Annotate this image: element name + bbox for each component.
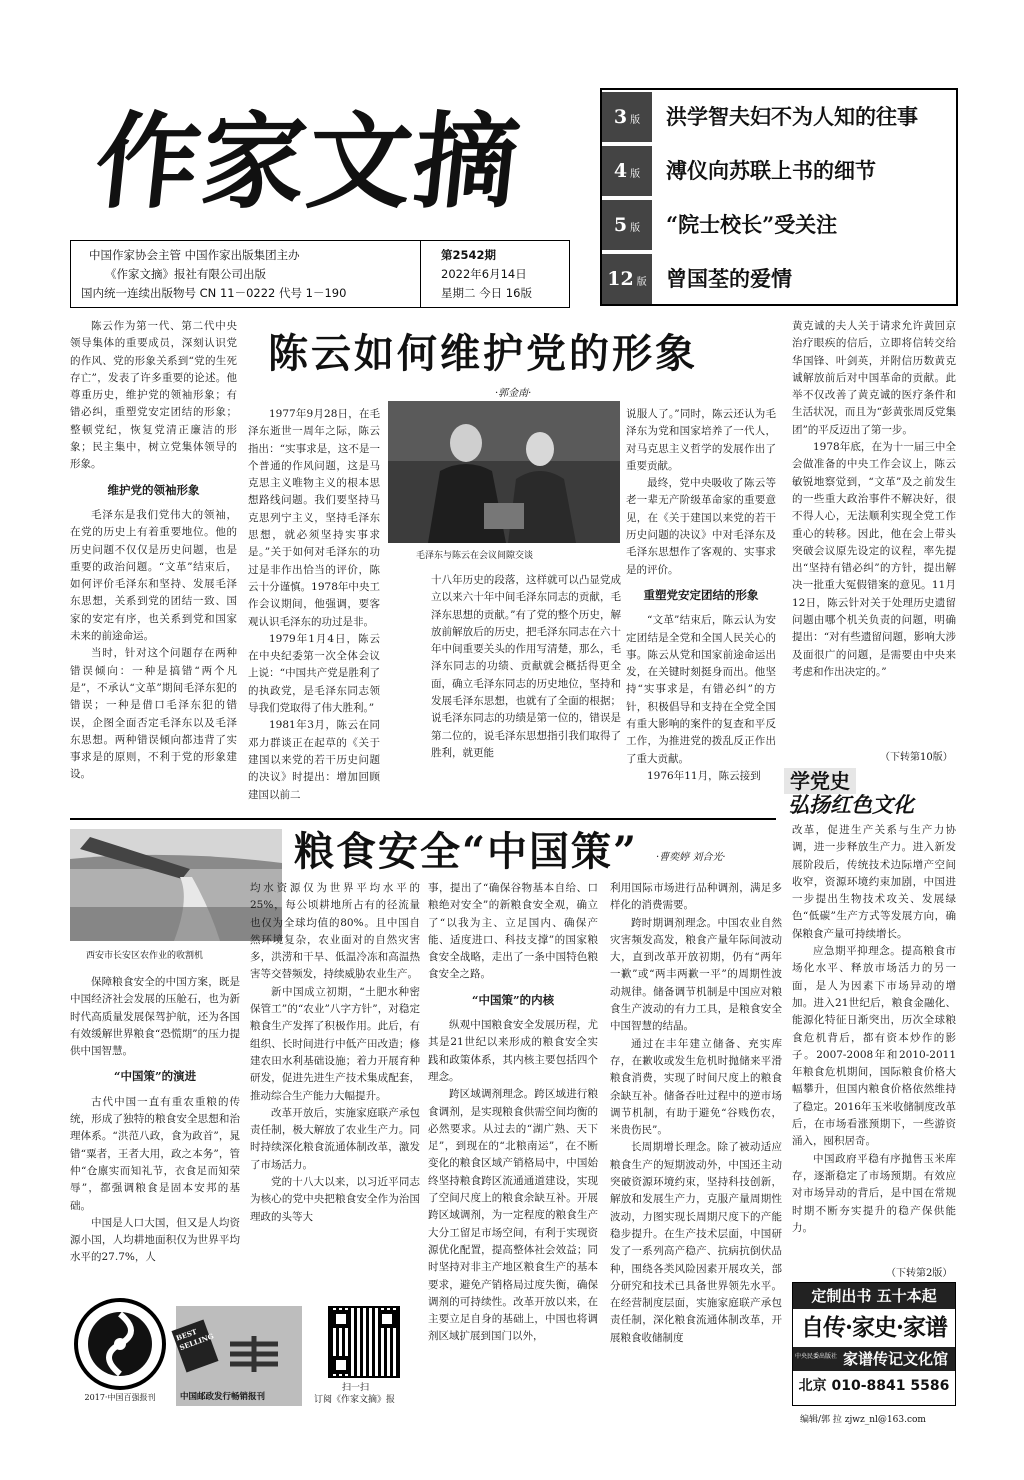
photo2-caption: 西安市长安区农作业的收割机	[86, 951, 204, 961]
masthead-title: 作家文摘	[89, 100, 527, 223]
issue-weekday: 星期二 今日 16版	[441, 286, 532, 300]
issue-number: 第2542期	[441, 248, 497, 262]
ad-line-2: 自传·家史·家谱	[800, 1314, 947, 1341]
paragraph: 说服人了。”同时，陈云还认为毛泽东为党和国家培养了一代人，对马克思主义哲学的发展作出了重要贡献。	[626, 408, 776, 472]
top100-logo	[72, 1296, 168, 1406]
paragraph: 跨区域调剂理念。跨区域进行粮食调剂，是实现粮食供需空间均衡的必然要求。从过去的“湖广熟、天下足”，到现在的“北粮南运”，在不断变化的粮食区域产销格局中，中国始终坚持粮食跨区流通通道建设，实现了空间尺度上的粮食余缺互补。开展跨区域调剂，为一定程度的粮食生产大分工留足市场空间，有利于实现资源优化配置，提高整体社会效益；同时坚持对非主产地区粮食生产的基本要求，避免产销格局过度失衡，确保调剂的可持续性。改革开放以来，在主要立足自身的基础上，中国也将调剂区域扩展到国门以外，	[428, 1088, 598, 1343]
article2-column-3	[428, 880, 598, 1406]
toc-title: 曾国荃的爱情	[666, 266, 792, 291]
article1-author: ·郭金南·	[495, 388, 532, 399]
mao-chenyun-photo	[388, 401, 620, 543]
paragraph: 1977年9月28日，在毛泽东逝世一周年之际，陈云指出：“实事求是，这不是一个普通的作风问题，这是马克思主义唯物主义的根本思想路线问题。我们要坚持马克思列宁主义，坚持毛泽东思想，就必须坚持实事求是。”关于如何对毛泽东的功过是非作出恰当的评价，陈云十分谨慎。1978年中央工作会议期间，他强调，要客观认识毛泽东的功过是非。	[248, 408, 380, 628]
article2-author: ·曹奕婷 刘合光·	[656, 852, 726, 863]
article1-column-2	[248, 406, 380, 804]
paragraph: 保障粮食安全的中国方案，既是中国经济社会发展的压舱石，也为新时代高质量发展保驾护航，还为各国有效缓解世界粮食“恐慌期”的压力提供中国智慧。	[70, 976, 240, 1058]
article2-continue[interactable]: （下转第2版）	[886, 1268, 953, 1279]
slogan-box	[778, 768, 958, 818]
toc-title: “院士校长”受关注	[666, 212, 838, 237]
toc-page: 3	[613, 106, 628, 128]
toc-item[interactable]: 12 版 曾国荃的爱情	[602, 252, 956, 306]
paragraph: 新中国成立初期，“土肥水种密保管工”的“农业”八字方针”，对稳定粮食生产发挥了积极作用。此后，有组织、长时间进行中低产田改造；修建农田水利基础设施；着力开展育种研发，促进先进生产技术集成配套，推动综合生产能力大幅提升。	[250, 985, 420, 1102]
article1-continue[interactable]: （下转第10版）	[880, 752, 953, 763]
photo-illustration	[388, 401, 620, 543]
issue-date: 2022年6月14日	[441, 267, 527, 281]
toc-item[interactable]: 5 版 “院士校长”受关注	[602, 198, 956, 252]
paragraph: 1979年1月4日，陈云在中央纪委第一次全体会议上说：“中国共产党是胜利了的执政党，是毛泽东同志领导我们党取得了伟大胜利。”	[248, 632, 380, 715]
post-badge	[176, 1306, 302, 1406]
publisher-info	[71, 241, 421, 307]
section-divider	[70, 818, 776, 820]
article1-column-1	[70, 318, 237, 804]
logo-text: 2017·中国百强报刊	[84, 1393, 156, 1402]
paragraph: 纵观中国粮食安全发展历程，尤其是21世纪以来形成的粮食安全实践和政策体系，其内核主要包括四个理念。	[428, 1019, 598, 1083]
slogan-line-2: 弘扬红色文化	[788, 792, 914, 817]
qr-code[interactable]	[328, 1306, 400, 1378]
article2-column-5	[792, 822, 956, 1262]
section-heading: “中国策”的内核	[471, 992, 555, 1007]
paragraph: 1981年3月，陈云在同邓力群谈正在起草的《关于建国以来党的若干历史问题的决议》时提出：增加回顾建国以前二	[248, 719, 380, 801]
paragraph: 古代中国一直有重农重粮的传统，形成了独特的粮食安全思想和治理体系。“洪范八政，食为政首”，晁错“粟者，王者大用，政之本务”，管仲“仓廪实而知礼节，衣食足而知荣辱”，都强调粮食是固本安邦的基础。	[70, 1095, 240, 1212]
paragraph: 应急期平抑理念。提高粮食市场化水平、释放市场活力的另一面，是人为因素下市场异动的增加。进入21世纪后，粮食金融化、能源化特征日渐突出，历次全球粮食危机背后，都有资本炒作的影子。2007-2008年和2010-2011年粮食危机期间，国际粮食价格大幅攀升，但国内粮食价格依然维持了稳定。2016年玉米收储制度改革后，在市场看涨预期下，一些游资涌入，囤积居奇。	[792, 945, 956, 1148]
paragraph: 改革，促进生产关系与生产力协调，进一步释放生产力。进入新发展阶段后，传统技术边际增产空间收窄，资源环境约束加剧，中国进一步提出生物技术攻关、发展绿色“低碳”生产方式等发展方向，确保粮食产量可持续增长。	[792, 824, 956, 940]
toc-item[interactable]: 3 版 洪学智夫妇不为人知的往事	[602, 90, 956, 144]
publication-info-box	[70, 240, 570, 308]
ad-line-3: 中央民委出版社	[795, 1353, 838, 1360]
publisher-line-1: 中国作家协会主管 中国作家出版集团主办	[89, 248, 300, 262]
paragraph: 改革开放后，实施家庭联产承包责任制，极大解放了农业生产力。同时持续深化粮食流通体制改革，激发了市场活力。	[250, 1106, 420, 1171]
paragraph: 1976年11月，陈云接到	[647, 769, 761, 782]
paragraph: 十八年历史的段落，这样就可以凸显党成立以来六十年中间毛泽东同志的贡献，毛泽东思想的贡献。”有了党的整个历史，解放前解放后的历史，把毛泽东同志在六十年中间重要关头的作用写清楚，那么，毛泽东同志的功绩、贡献就会概括得更全面，确立毛泽东同志的历史地位，坚持和发展毛泽东思想，也就有了全面的根据；说毛泽东同志的功绩是第一位的，错误是第二位的，说毛泽东思想指引我们取得了胜利，就更能	[431, 574, 621, 759]
article2-title[interactable]: 粮食安全“中国策”	[294, 828, 639, 875]
paragraph: 中国是人口大国，但又是人均资源小国，人均耕地面积仅为世界平均水平的27.7%，人	[70, 1216, 240, 1264]
best-selling-ribbon: BEST SELLING	[172, 1320, 219, 1373]
logo-emblem-icon	[72, 1296, 168, 1392]
section-heading: 重塑党安定团结的形象	[643, 587, 759, 602]
paragraph: 长周期增长理念。除了被动适应粮食生产的短期波动外，中国还主动突破资源环境约束，坚持科技创新，解放和发展生产力，克服产量周期性波动，力图实现长周期尺度下的产能稳步提升。在生产技术层面，中国研发了一系列高产稳产、抗病抗倒伏品种，围绕各类风险因素开展攻关，部分研究和技术已具备世界领先水平。在经营制度层面，实施家庭联产承包责任制，深化粮食流通体制改革，开展粮食收储制度	[610, 1141, 782, 1344]
toc-page: 12	[607, 268, 634, 290]
paragraph: 通过在丰年建立储备、充实库存，在歉收或发生危机时抛储来平滑粮食消费，实现了时间尺度上的粮食余缺互补。储备吞吐过程中的逆市场调节机制，有助于避免“谷贱伤农，米贵伤民”。	[610, 1037, 782, 1137]
paragraph: 陈云作为第一代、第二代中央领导集体的重要成员，深刻认识党的作风、党的形象关系到“党的生死存亡”，发表了许多重要的论述。他尊重历史，维护党的领袖形象；有错必纠，重塑党安定团结的形象；整顿党纪，恢复党清正廉洁的形象；民主集中，树立党集体领导的形象。	[70, 320, 237, 471]
article2-column-2	[250, 880, 420, 1278]
paragraph: 利用国际市场进行品种调剂，满足多样化的消费需要。	[610, 882, 782, 912]
ad-line-1: 定制出书 五十本起	[793, 1283, 955, 1309]
article2-column-4	[610, 880, 782, 1406]
china-post-icon	[224, 1332, 284, 1376]
article1-title[interactable]: 陈云如何维护党的形象	[268, 331, 698, 377]
section-heading: 维护党的领袖形象	[107, 482, 200, 497]
paragraph: 均水资源仅为世界平均水平的25%，每公顷耕地所占有的径流量也仅为全球均值的80%。且中国自然环境复杂，农业面对的自然灾害多，洪涝和干旱、低温冷冻和高温热害等交替频发，持续威胁农业生产。	[250, 882, 420, 981]
custom-book-ad[interactable]	[792, 1282, 956, 1406]
toc-page: 4	[613, 160, 628, 182]
publisher-line-3: 国内统一连续出版物号 CN 11－0222 代号 1－190	[81, 286, 347, 300]
paragraph: “文革”结束后，陈云认为安定团结是全党和全国人民关心的事。陈云从党和国家前途命运出发，在关键时刻挺身而出。他坚持“实事求是，有错必纠”的方针，积极倡导和支持在全党全国有重大影响的案件的复查和平反工作，为推进党的拨乱反正作出了重大贡献。	[626, 614, 776, 765]
qr-label: 扫一扫	[342, 1383, 370, 1393]
paragraph: 黄克诚的夫人关于请求允许黄回京治疗眼疾的信后，立即将信转交给华国锋、叶剑英，并附信历数黄克诚解放前后对中国革命的贡献。此举不仅改善了黄克诚的医疗条件和生活状况，而且为“彭黄张周反党集团”的平反迈出了第一步。	[792, 320, 956, 436]
ad-line-4: 家谱传记文化馆	[843, 1350, 949, 1368]
article2-column-1	[70, 974, 240, 1278]
paragraph: 当时，针对这个问题存在两种错误倾向：一种是搞错“两个凡是”，不承认“文革”期间毛泽东犯的错误；一种是借口毛泽东犯的错误，企图全面否定毛泽东以及毛泽东思想。两种错误倾向都违背了实事求是的原则，不利于党的形象建设。	[70, 647, 237, 781]
slogan-line-1: 学党史	[784, 768, 856, 794]
toc-title: 溥仪向苏联上书的细节	[666, 158, 876, 183]
paragraph: 1978年底，在为十一届三中全会做准备的中央工作会议上，陈云敏锐地察觉到，“文革”及之前发生的一些重大政治事件不解决好，很不得人心，无法顺利实现全党工作重心的转移。因此，他在会上带头突破会议原先设定的议程，率先提出“坚持有错必纠”的方针，提出解决一批重大冤假错案的意见。11月12日，陈云针对关于处理历史遗留问题由哪个机关负责的问题，明确提出：“对有些遗留问题，影响大涉及面很广的问题，是需要由中央来考虑和作出决定的。”	[792, 441, 956, 678]
section-heading: “中国策”的演进	[113, 1069, 197, 1084]
issue-info	[423, 241, 569, 307]
toc-page: 5	[613, 214, 628, 236]
article1-column-3	[431, 572, 621, 804]
paragraph: 最终，党中央吸收了陈云等老一辈无产阶级革命家的重要意见，在《关于建国以来党的若干历史问题的决议》中对毛泽东及毛泽东思想作了客观的、实事求是的评价。	[626, 477, 776, 576]
toc-item[interactable]: 4 版 溥仪向苏联上书的细节	[602, 144, 956, 198]
paragraph: 党的十八大以来，以习近平同志为核心的党中央把粮食安全作为治国理政的头等大	[250, 1176, 420, 1223]
table-of-contents	[600, 88, 958, 306]
post-text: 中国邮政发行畅销报刊	[180, 1392, 266, 1402]
toc-title: 洪学智夫妇不为人知的往事	[666, 104, 918, 129]
paragraph: 中国政府平稳有序抛售玉米库存，逐渐稳定了市场预期。有效应对市场异动的背后，是中国在常规时期不断夯实提升的稳产保供能力。	[792, 1152, 956, 1234]
photo1-caption: 毛泽东与陈云在会议间隙交谈	[416, 551, 534, 561]
publisher-line-2: 《作家文摘》报社有限公司出版	[105, 267, 266, 281]
paragraph: 事，提出了“确保谷物基本自给、口粮绝对安全”的新粮食安全观，确立了“以我为主、立足国内、确保产能、适度进口、科技支撑”的国家粮食安全战略，走出了一条中国特色粮食安全之路。	[428, 882, 598, 981]
ad-phone: 北京 010-8841 5586	[798, 1378, 950, 1394]
paragraph: 跨时期调剂理念。中国农业自然灾害频发高发，粮食产量年际间波动大，直到改革开放初期，仍有“两年一歉”或“两丰两歉一平”的周期性波动规律。储备调节机制是中国应对粮食生产波动的有力工具，是粮食安全中国智慧的结晶。	[610, 916, 782, 1033]
qr-sub: 订阅《作家文摘》报	[314, 1395, 396, 1405]
editor-credit: 编辑/郭 拉 zjwz_nl@163.com	[800, 1415, 926, 1425]
article1-column-5	[792, 318, 956, 738]
article1-column-4	[626, 406, 776, 804]
paragraph: 毛泽东是我们党伟大的领袖，在党的历史上有着重要地位。他的历史问题不仅仅是历史问题，也是重要的政治问题。“文革”结束后，如何评价毛泽东和坚持、发展毛泽东思想，关系到党的团结一致、国家的安定有序，也关系到党和国家未来的前途命运。	[70, 508, 237, 643]
